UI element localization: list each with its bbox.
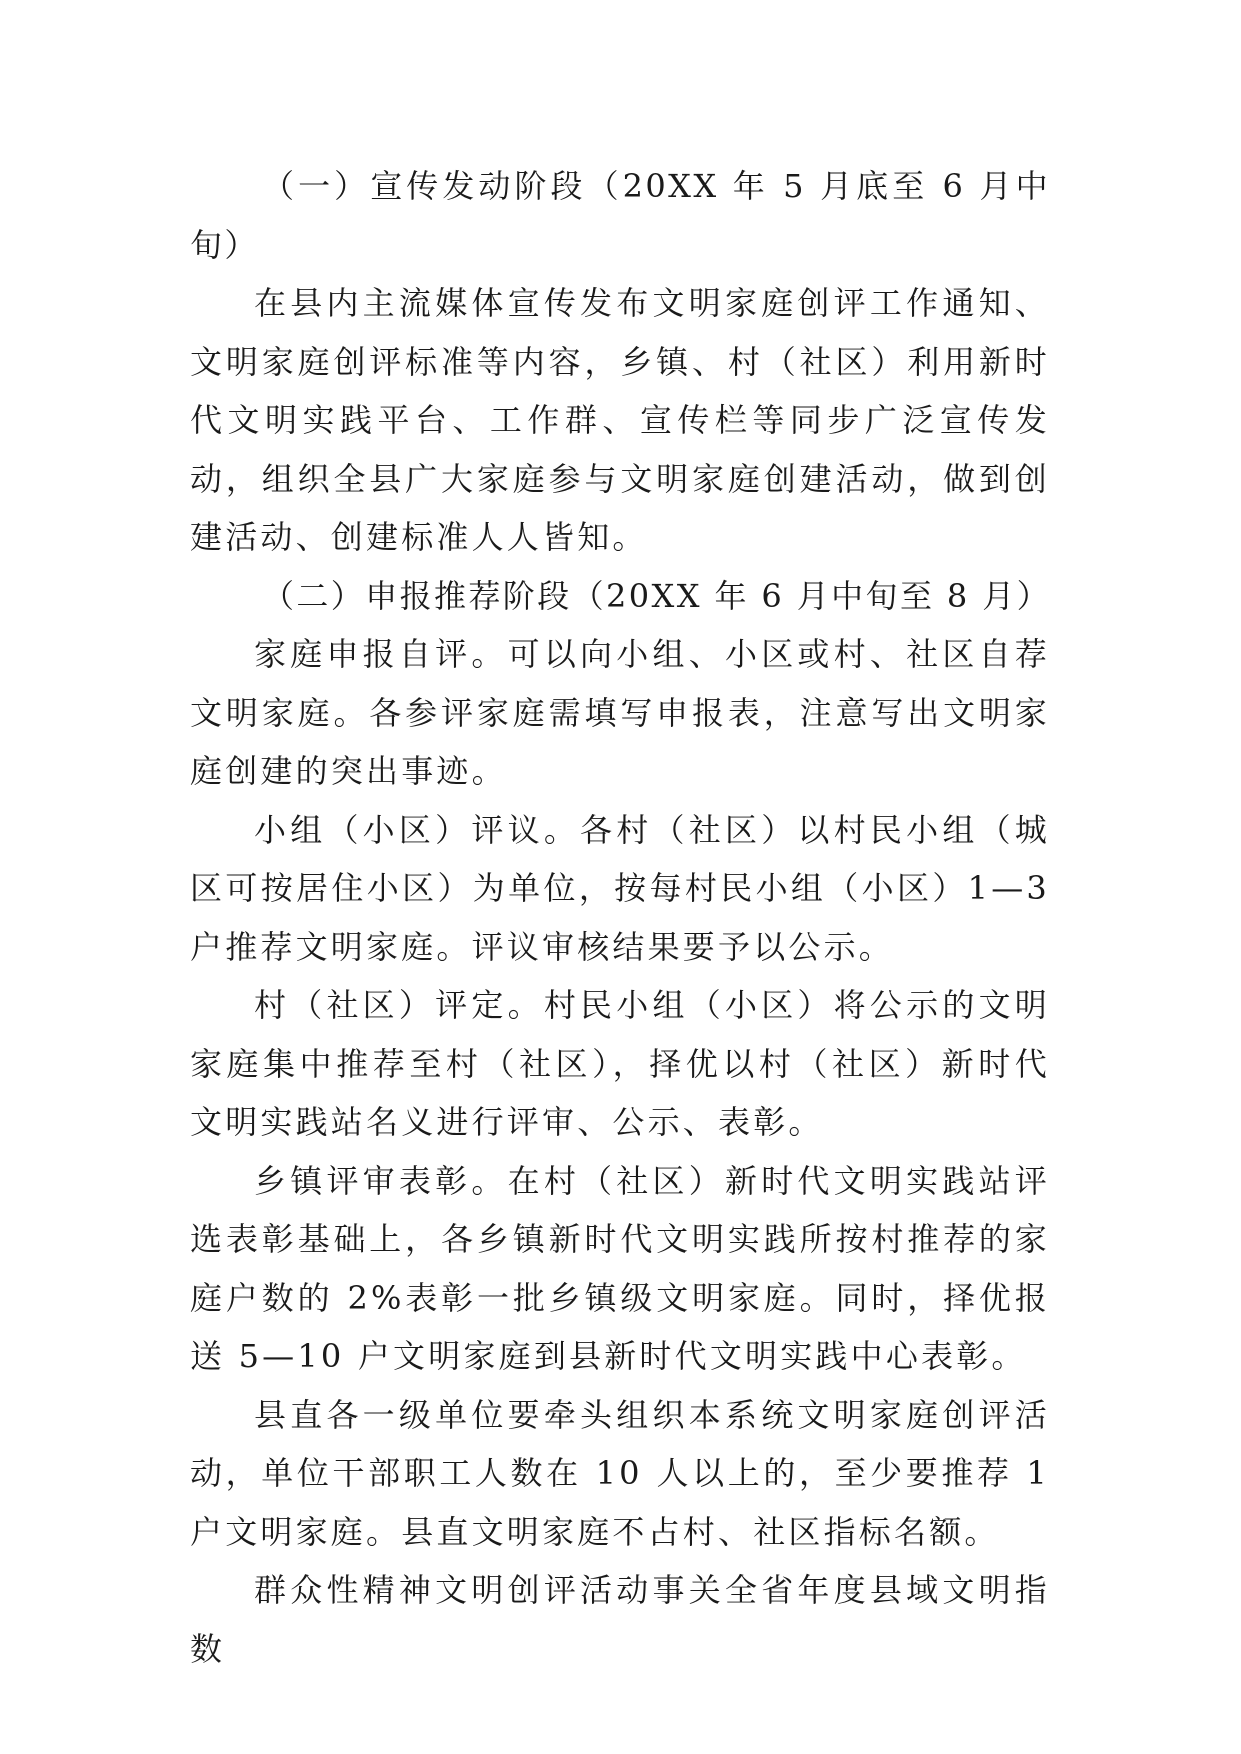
section-heading-publicity-stage: （一）宣传发动阶段（20XX 年 5 月底至 6 月中旬） [190,167,1050,264]
section-heading-recommendation-stage: （二）申报推荐阶段（20XX 年 6 月中旬至 8 月） [262,576,1052,615]
paragraph-group-review: 小组（小区）评议。各村（社区）以村民小组（城区可按居住小区）为单位，按每村民小组（小区）1—3 户推荐文明家庭。评议审核结果要予以公示。 [190,810,1050,966]
paragraph-county-units: 县直各一级单位要牵头组织本系统文明家庭创评活动，单位干部职工人数在 10 人以上的，至少要推荐 1 户文明家庭。县直文明家庭不占村、社区指标名额。 [190,1395,1050,1551]
paragraph-village-assessment: 村（社区）评定。村民小组（小区）将公示的文明家庭集中推荐至村（社区），择优以村（社区）新时代文明实践站名义进行评审、公示、表彰。 [190,986,1050,1141]
paragraph-publicity-details: 在县内主流媒体宣传发布文明家庭创评工作通知、文明家庭创评标准等内容，乡镇、村（社区）利用新时代文明实践平台、工作群、宣传栏等同步广泛宣传发动，组织全县广大家庭参与文明家庭创建活动，做到创建活动、创建标准人人皆知。 [190,284,1050,556]
paragraph-township-commendation: 乡镇评审表彰。在村（社区）新时代文明实践站评选表彰基础上，各乡镇新时代文明实践所按村推荐的家庭户数的 2%表彰一批乡镇级文明家庭。同时，择优报送 5—10 户文明家庭到县新时代文明实践中心表彰。 [190,1161,1050,1375]
document-body [190,157,1050,1678]
paragraph-civilization-index: 群众性精神文明创评活动事关全省年度县域文明指数 [190,1571,1050,1668]
paragraph-family-self-evaluation: 家庭申报自评。可以向小组、小区或村、社区自荐文明家庭。各参评家庭需填写申报表，注意写出文明家庭创建的突出事迹。 [190,635,1050,790]
